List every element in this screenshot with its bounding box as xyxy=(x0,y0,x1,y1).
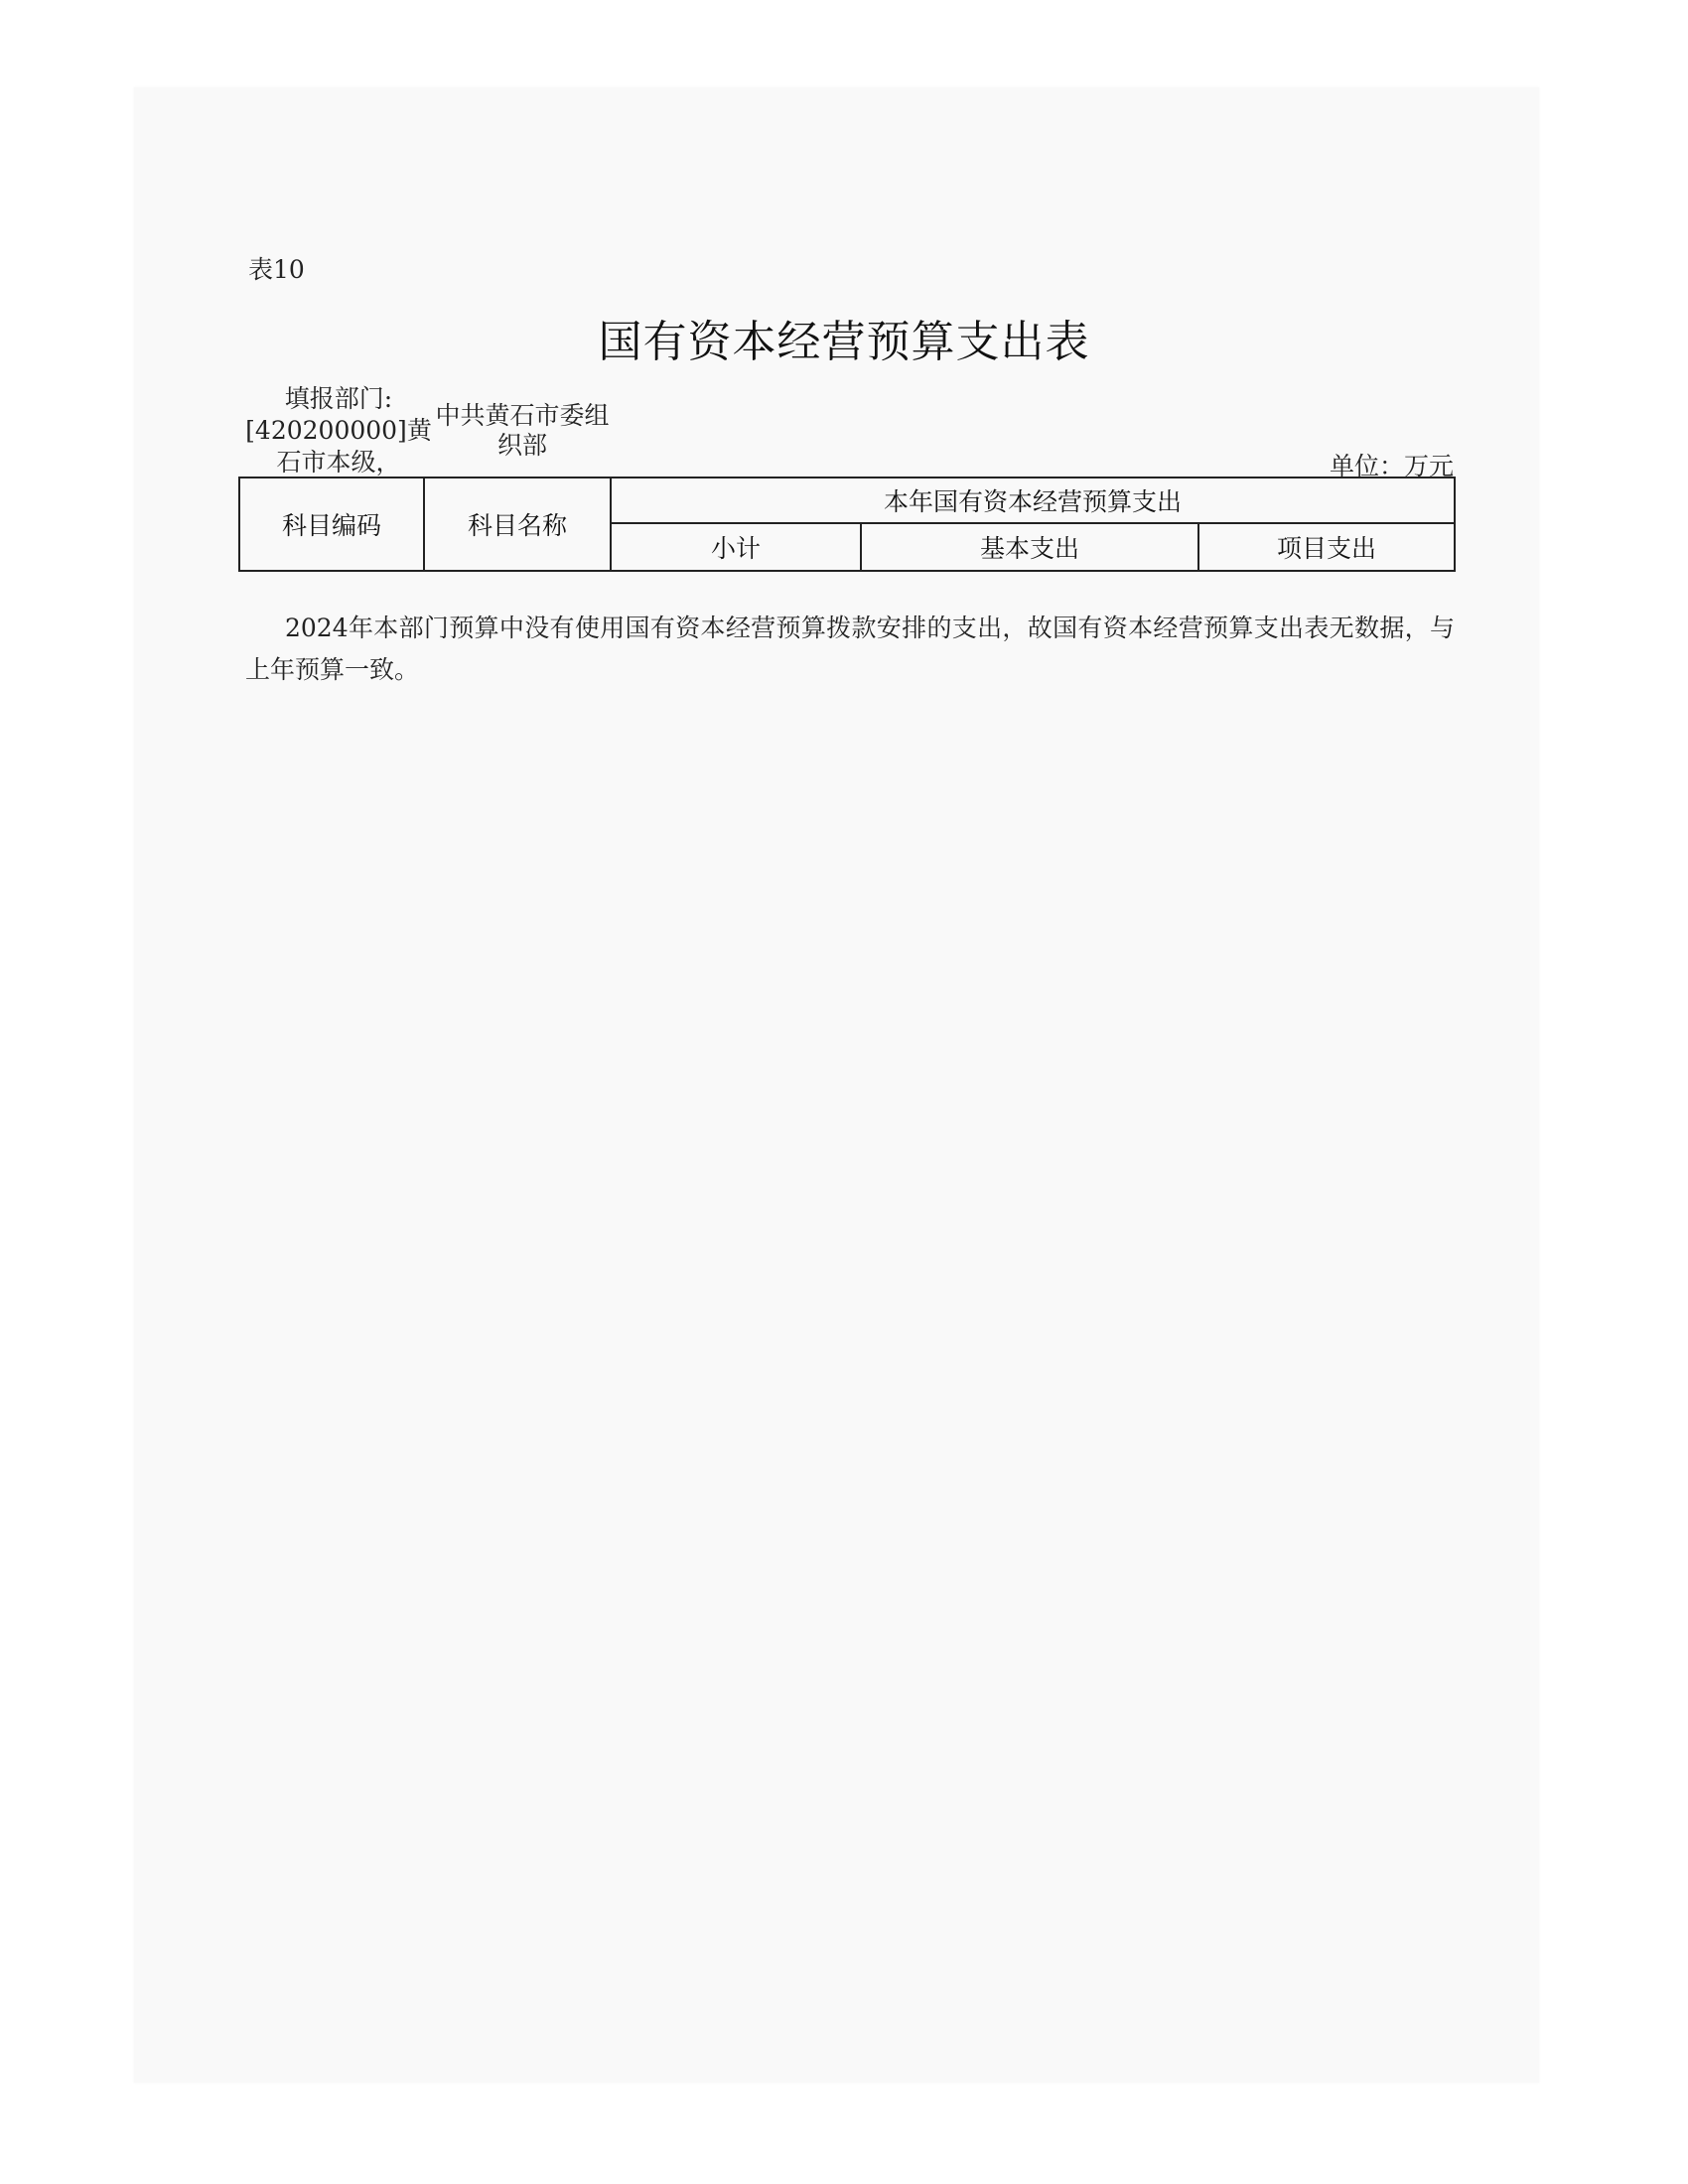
budget-expenditure-table xyxy=(238,477,1456,572)
header-project-expenditure: 项目支出 xyxy=(1198,523,1455,571)
header-subject-code: 科目编码 xyxy=(239,478,424,571)
page-title: 国有资本经营预算支出表 xyxy=(598,317,1090,367)
header-subject-name: 科目名称 xyxy=(424,478,611,571)
explanatory-note: 2024年本部门预算中没有使用国有资本经营预算拨款安排的支出，故国有资本经营预算支出表无数据，与上年预算一致。 xyxy=(245,614,1455,684)
header-subtotal: 小计 xyxy=(611,523,861,571)
header-basic-expenditure: 基本支出 xyxy=(861,523,1198,571)
table-number: 表10 xyxy=(248,255,305,284)
table-header-row xyxy=(239,478,1455,523)
filing-department-label: 填报部门:[420200000]黄石市本级， xyxy=(245,384,432,477)
filing-department-name: 中共黄石市委组织部 xyxy=(435,401,610,460)
header-annual-expenditure: 本年国有资本经营预算支出 xyxy=(611,478,1455,523)
unit-label: 单位：万元 xyxy=(1329,452,1454,480)
